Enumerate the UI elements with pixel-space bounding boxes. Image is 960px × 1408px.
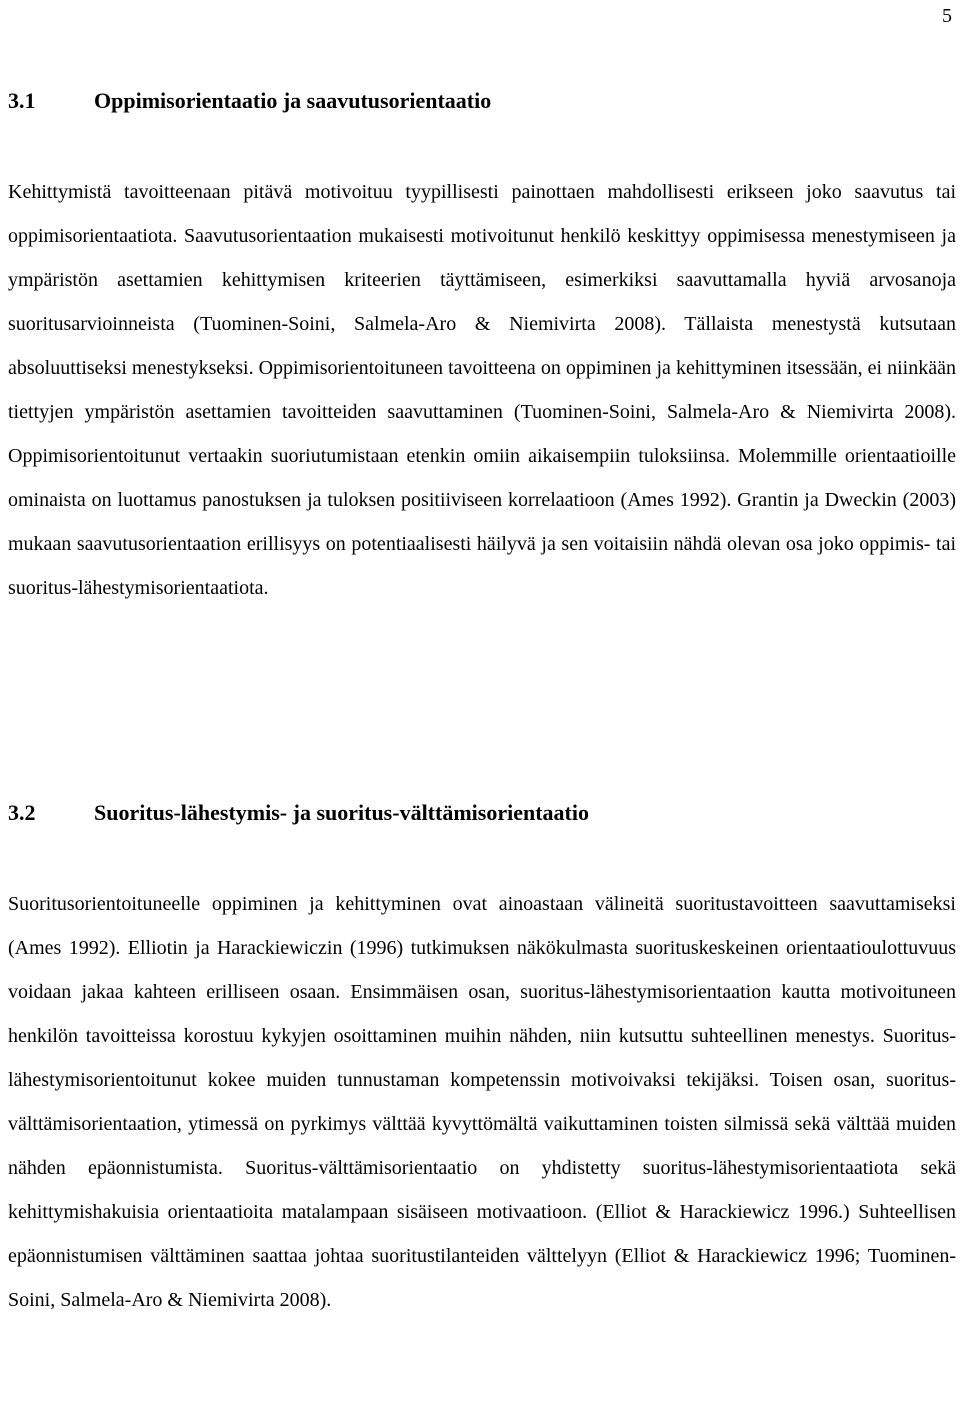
section-heading: [8, 798, 956, 828]
section-heading: [8, 86, 956, 116]
page-number: 5: [942, 5, 952, 27]
section-3-2: [8, 798, 956, 1322]
section-title: Suoritus-lähestymis- ja suoritus-välttämisorientaatio: [94, 800, 589, 825]
section-number: 3.1: [8, 88, 36, 113]
body-paragraph: Kehittymistä tavoitteenaan pitävä motivoituu tyypillisesti painottaen mahdollisesti erikseen joko saavutus tai oppimisorientaatiota. Saavutusorientaation mukaisesti motivoitunut henkilö keskittyy oppimisessa menestymiseen ja ympäristön asettamien kehittymisen kriteerien täyttämiseen, esimerkiksi saavuttamalla hyviä arvosanoja suoritusarvioinneista (Tuominen-Soini, Salmela-Aro & Niemivirta 2008). Tällaista menestystä kutsutaan absoluuttiseksi menestykseksi. Oppimisorientoituneen tavoitteena on oppiminen ja kehittyminen itsessään, ei niinkään tiettyjen ympäristön asettamien tavoitteiden saavuttaminen (Tuominen-Soini, Salmela-Aro & Niemivirta 2008). Oppimisorientoitunut vertaakin suoriutumistaan etenkin omiin aikaisempiin tuloksiinsa. Molemmille orientaatioille ominaista on luottamus panostuksen ja tuloksen positiiviseen korrelaatioon (Ames 1992). Grantin ja Dweckin (2003) mukaan saavutusorientaation erillisyys on potentiaalisesti häilyvä ja sen voitaisiin nähdä olevan osa joko oppimis- tai suoritus-lähestymisorientaatiota.: [8, 181, 956, 599]
body-paragraph: Suoritusorientoituneelle oppiminen ja kehittyminen ovat ainoastaan välineitä suoritustavoitteen saavuttamiseksi (Ames 1992). Elliotin ja Harackiewiczin (1996) tutkimuksen näkökulmasta suorituskeskeinen orientaatioulottuvuus voidaan jakaa kahteen erilliseen osaan. Ensimmäisen osan, suoritus-lähestymisorientaation kautta motivoituneen henkilön tavoitteissa korostuu kykyjen osoittaminen muihin nähden, niin kutsuttu suhteellinen menestys. Suoritus-lähestymisorientoitunut kokee muiden tunnustaman kompetenssin motivoivaksi tekijäksi. Toisen osan, suoritus-välttämisorientaation, ytimessä on pyrkimys välttää kyvyttömältä vaikuttaminen toisten silmissä sekä välttää muiden nähden epäonnistumista. Suoritus-välttämisorientaatio on yhdistetty suoritus-lähestymisorientaatiota sekä kehittymishakuisia orientaatioita matalampaan sisäiseen motivaatioon. (Elliot & Harackiewicz 1996.) Suhteellisen epäonnistumisen välttäminen saattaa johtaa suoritustilanteiden välttelyyn (Elliot & Harackiewicz 1996; Tuominen-Soini, Salmela-Aro & Niemivirta 2008).: [8, 893, 956, 1311]
section-3-1: [8, 86, 956, 610]
section-title: Oppimisorientaatio ja saavutusorientaatio: [94, 88, 492, 113]
section-number: 3.2: [8, 800, 36, 825]
